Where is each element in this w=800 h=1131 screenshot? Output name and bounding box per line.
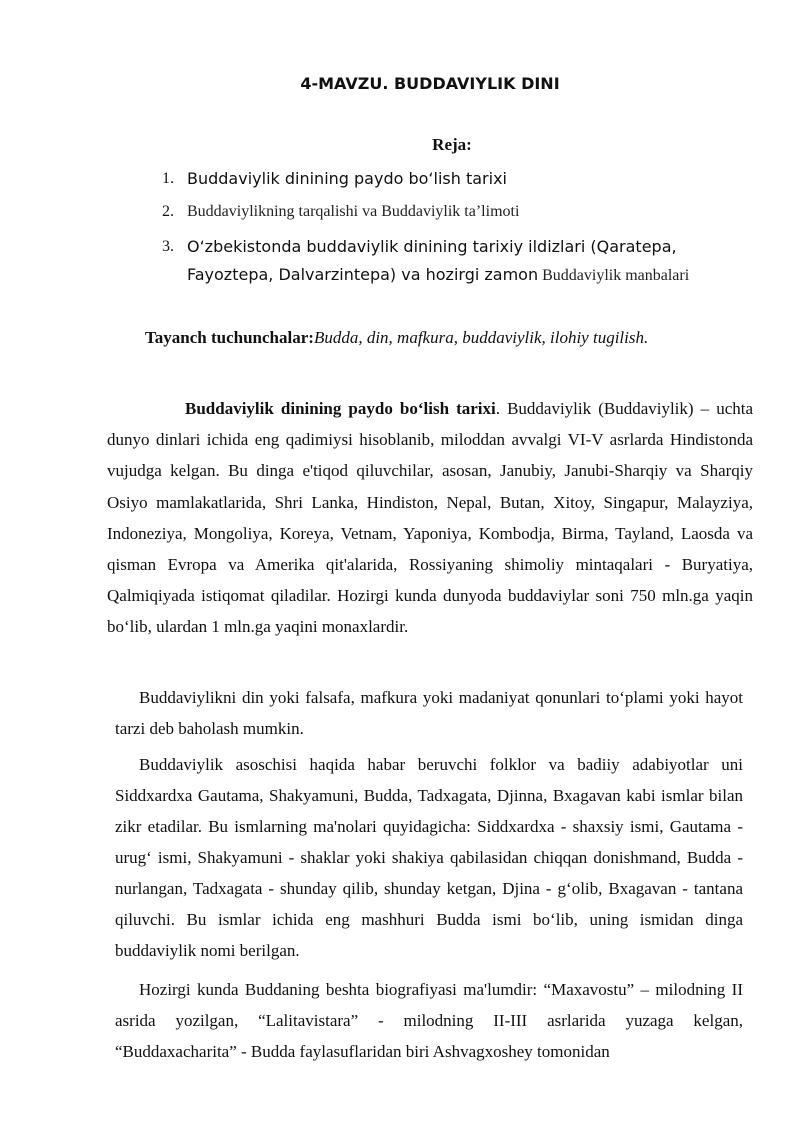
plan-item-text: Buddaviylik dinining paydo bo‘lish tarixi xyxy=(187,169,507,188)
plan-list xyxy=(160,166,760,289)
plan-item-number: 2. xyxy=(162,203,174,220)
document-title: 4-MAVZU. BUDDAVIYLIK DINI xyxy=(300,74,560,93)
section-heading: Buddaviylik dinining paydo bo‘lish tarixi xyxy=(185,399,496,418)
plan-item-1 xyxy=(160,166,760,192)
paragraph-4: Hozirgi kunda Buddaning beshta biografiyasi ma'lumdir: “Maxavostu” – milodning II asrida yozilgan, “Lalitavistara” - milodning II-III asrlarida yuzaga kelgan, “Buddaxacharita” - Budda faylasuflaridan biri Ashvagxoshey tomonidan xyxy=(115,980,743,1061)
keywords-text: Budda, din, mafkura, buddaviylik, ilohiy tugilish. xyxy=(313,328,649,347)
plan-item-text: O‘zbekistonda buddaviylik dinining tarixiy ildizlari (Qaratepa, Fayoztepa, Dalvarzintepa) va hozirgi zamon xyxy=(187,237,677,284)
paragraph-1-text: . Buddaviylik (Buddaviylik) – uchta dunyo dinlari ichida eng qadimiysi hisoblanib, miloddan avvalgi VI-V asrlarda Hindistonda vujudga kelgan. Bu dinga e'tiqod qiluvchilar, asosan, Janubiy, Janubi-Sharqiy va Sharqiy Osiyo mamlakatlarida, Shri Lanka, Hindiston, Nepal, Butan, Xitoy, Singapur, Malayziya, Indoneziya, Mongoliya, Koreya, Vetnam, Yaponiya, Kombodja, Birma, Tayland, Laosda va qisman Evropa va Amerika qit'alarida, Rossiyaning shimoliy mintaqalari - Buryatiya, Qalmiqiyada istiqomat qiladilar. Hozirgi kunda dunyoda buddaviylar soni 750 mln.ga yaqin bo‘lib, ulardan 1 mln.ga yaqini monaxlardir. xyxy=(107,399,754,637)
paragraph-3: Buddaviylik asoschisi haqida habar beruvchi folklor va badiiy adabiyotlar uni Siddxardxa Gautama, Shakyamuni, Budda, Tadxagata, Djinna, Bxagavan kabi ismlar bilan zikr etadilar. Bu ismlarning ma'nolari quyidagicha: Siddxardxa - shaxsiy ismi, Gautama - urug‘ ismi, Shakyamuni - shaklar yoki shakiya qabilasidan chiqqan donishmand, Budda - nurlangan, Tadxagata - shunday qilib, shunday ketgan, Djina - g‘olib, Bxagavan - tantana qiluvchi. Bu ismlar ichida eng mashhuri Budda ismi bo‘lib, uning ismidan dinga buddaviylik nomi berilgan. xyxy=(115,755,743,960)
plan-item-3 xyxy=(160,233,760,289)
paragraph-2: Buddaviylikni din yoki falsafa, mafkura yoki madaniyat qonunlari to‘plami yoki hayot tarzi deb baholash mumkin. xyxy=(115,688,743,738)
plan-item-2 xyxy=(160,201,760,223)
plan-item-text: Buddaviylikning tarqalishi va Buddaviylik ta’limoti xyxy=(187,203,520,220)
plan-item-number: 1. xyxy=(162,170,174,187)
plan-item-number: 3. xyxy=(162,238,174,255)
plan-heading: Reja: xyxy=(432,135,472,154)
keywords-label: Tayanch tuchunchalar: xyxy=(145,328,314,347)
plan-item-tail: Buddaviylik manbalari xyxy=(542,267,690,284)
paragraph-1 xyxy=(107,393,753,643)
keywords-line xyxy=(145,328,765,348)
